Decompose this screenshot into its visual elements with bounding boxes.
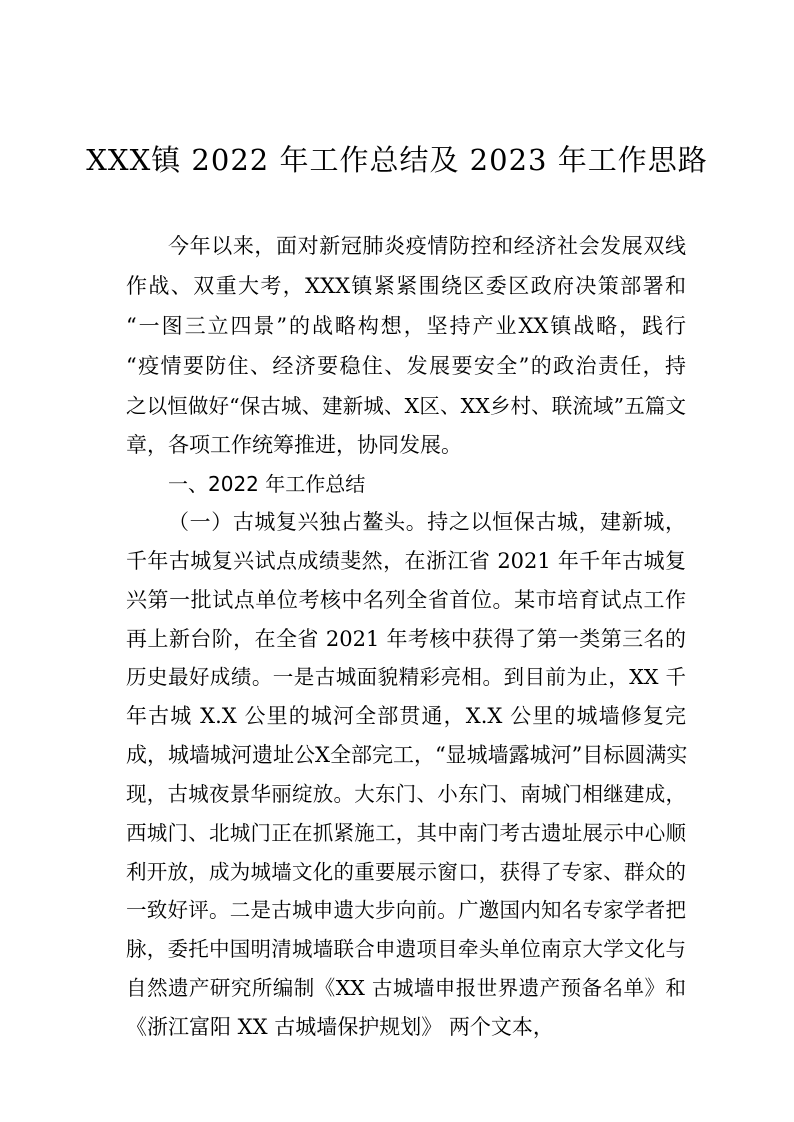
intro-line-3: “一图三立四景”的战略构想，坚持产业XX镇战略，践行 — [126, 314, 686, 338]
section-heading: 一、2022 年工作总结 — [168, 472, 366, 496]
section-line-13: 自然遗产研究所编制《XX 古城墙申报世界遗产预备名单》和 — [126, 976, 686, 1000]
section-line-8: 现，古城夜景华丽绽放。大东门、小东门、南城门相继建成， — [126, 782, 686, 806]
document-title: XXX镇 2022 年工作总结及 2023 年工作思路 — [86, 143, 708, 177]
intro-line-4: “疫情要防住、经济要稳住、发展要安全”的政治责任，持 — [126, 354, 686, 378]
section-line-6: 年古城 X.X 公里的城河全部贯通，X.X 公里的城墙修复完 — [126, 704, 686, 728]
section-line-7: 成，城墙城河遗址公X全部完工，“显城墙露城河”目标圆满实 — [126, 743, 688, 767]
section-line-11: 一致好评。二是古城申遗大步向前。广邀国内知名专家学者把 — [126, 898, 686, 922]
intro-line-5: 之以恒做好“保古城、建新城、X区、XX乡村、联流域”五篇文 — [126, 394, 686, 418]
section-line-5: 历史最好成绩。一是古城面貌精彩亮相。到目前为止，XX 千 — [126, 665, 686, 689]
section-line-1: （一）古城复兴独占鳌头。持之以恒保古城，建新城， — [168, 510, 686, 534]
section-line-4: 再上新台阶，在全省 2021 年考核中获得了第一类第三名的 — [126, 627, 686, 651]
intro-line-2: 作战、双重大考，XXX镇紧紧围绕区委区政府决策部署和 — [126, 274, 686, 298]
intro-line-1: 今年以来，面对新冠肺炎疫情防控和经济社会发展双线 — [168, 234, 686, 258]
section-line-10: 利开放，成为城墙文化的重要展示窗口，获得了专家、群众的 — [126, 860, 686, 884]
section-line-14: 《浙江富阳 XX 古城墙保护规划》 两个文本， — [126, 1015, 554, 1039]
section-line-2: 千年古城复兴试点成绩斐然，在浙江省 2021 年千年古城复 — [126, 549, 686, 573]
section-line-12: 脉，委托中国明清城墙联合申遗项目牵头单位南京大学文化与 — [126, 937, 686, 961]
section-line-3: 兴第一批试点单位考核中名列全省首位。某市培育试点工作 — [126, 588, 686, 612]
intro-line-6: 章，各项工作统筹推进，协同发展。 — [126, 433, 462, 457]
section-line-9: 西城门、北城门正在抓紧施工，其中南门考古遗址展示中心顺 — [126, 821, 686, 845]
